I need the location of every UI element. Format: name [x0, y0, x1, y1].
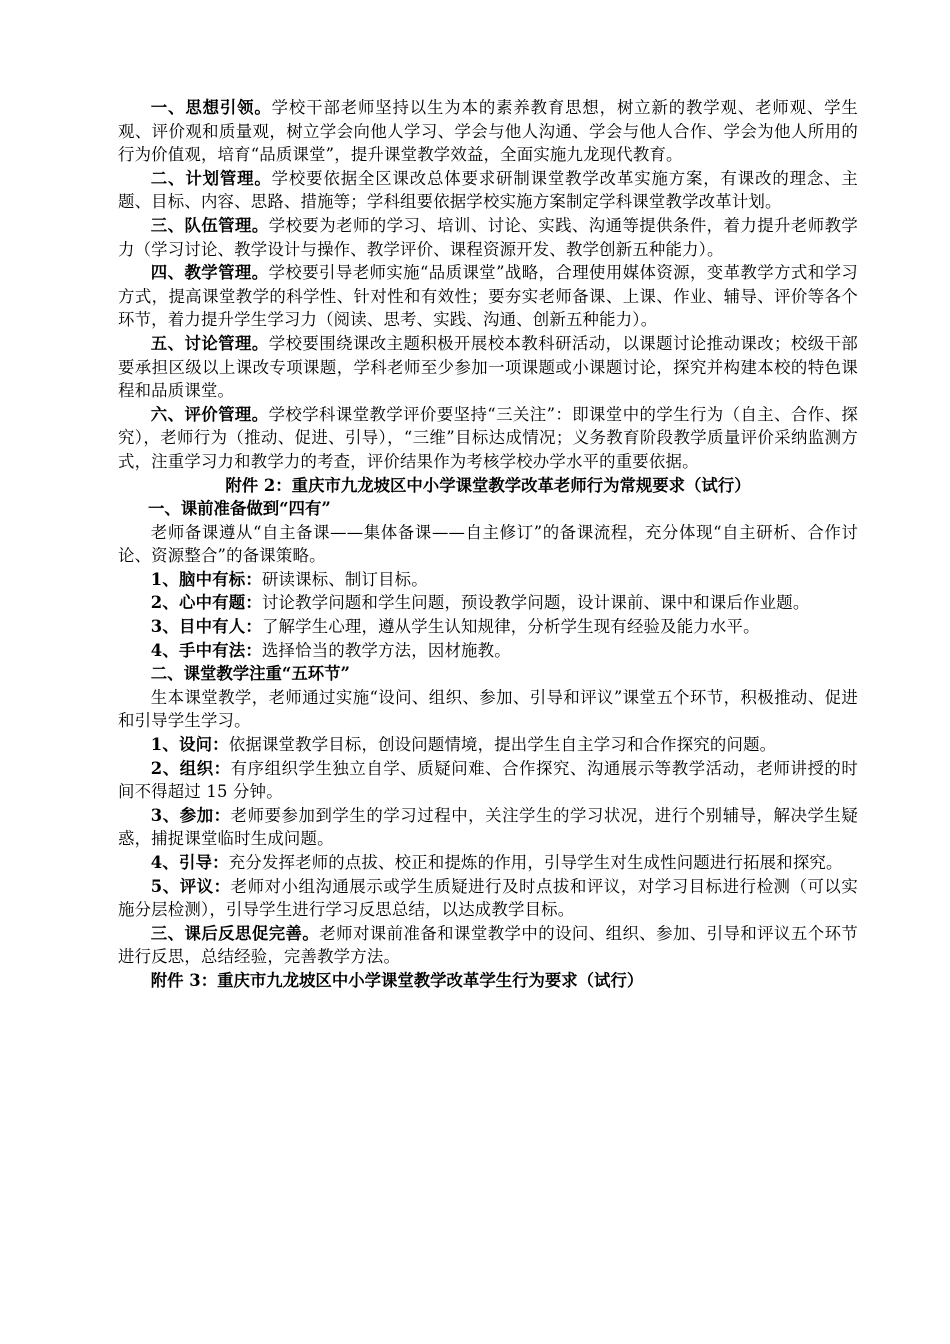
part-2-item-3	[118, 804, 858, 851]
section-1	[118, 96, 858, 167]
part-3-heading: 三、课后反思促完善。	[150, 923, 320, 943]
item-body: 老师要参加到学生的学习过程中，关注学生的学习状况，进行个别辅导，解决学生疑惑，捕捉课堂临时生成问题。	[118, 805, 858, 849]
item-heading: 2、组织：	[150, 758, 231, 778]
section-body: 学校要引导老师实施“品质课堂”战略，合理使用媒体资源，变革教学方式和学习方式，提高课堂教学的科学性、针对性和有效性；要夯实老师备课、上课、作业、辅导、评价等各个环节，着力提升学生学习力（阅读、思考、实践、沟通、创新五种能力）。	[118, 263, 858, 330]
item-body: 充分发挥老师的点拔、校正和提炼的作用，引导学生对生成性问题进行拓展和探究。	[228, 853, 843, 872]
item-heading: 3、目中有人：	[150, 617, 262, 637]
item-heading: 4、手中有法：	[150, 640, 262, 660]
section-body: 学校干部老师坚持以生为本的素养教育思想，树立新的教学观、老师观、学生观、评价观和质量观，树立学会向他人学习、学会与他人沟通、学会与他人合作、学会为他人所用的行为价值观，培育“品质课堂”，提升课堂教学效益，全面实施九龙现代教育。	[118, 98, 858, 165]
item-heading: 5、评议：	[150, 876, 231, 896]
item-body: 选择恰当的教学方法，因材施教。	[261, 640, 511, 660]
part-2-item-1	[118, 733, 858, 757]
part-2-intro: 生本课堂教学，老师通过实施“设问、组织、参加、引导和评议”课堂五个环节，积极推动、促进和引导学生学习。	[118, 687, 858, 731]
section-heading: 二、计划管理。	[150, 168, 272, 188]
item-body: 了解学生心理，遵从学生认知规律，分析学生现有经验及能力水平。	[261, 617, 760, 637]
item-body: 讨论教学问题和学生问题，预设教学问题，设计课前、课中和课后作业题。	[261, 593, 810, 613]
section-heading: 三、队伍管理。	[150, 215, 269, 235]
document-page	[118, 96, 858, 993]
part-2-item-2	[118, 757, 858, 804]
part-2-item-5	[118, 875, 858, 922]
section-3	[118, 214, 858, 261]
part-1-item-3	[118, 615, 858, 639]
section-5	[118, 332, 858, 403]
item-heading: 1、脑中有标：	[150, 569, 262, 589]
item-heading: 1、设问：	[150, 735, 229, 755]
part-3	[118, 922, 858, 969]
part-1-intro: 老师备课遵从“自主备课——集体备课——自主修订”的备课流程，充分体现“自主研析、合作讨论、资源整合”的备课策略。	[118, 522, 858, 566]
part-1-item-2	[118, 591, 858, 615]
part-2-item-4	[118, 851, 858, 875]
item-heading: 2、心中有题：	[150, 593, 262, 613]
item-body: 研读课标、制订目标。	[261, 569, 428, 589]
section-body: 学校要围绕课改主题积极开展校本教科研活动，以课题讨论推动课改；校级干部要承担区级以上课改专项课题，学科老师至少参加一项课题或小课题讨论，探究并构建本校的特色课程和品质课堂。	[118, 333, 859, 401]
part-1-item-4	[118, 639, 858, 663]
part-2-title: 二、课堂教学注重“五环节”	[150, 664, 350, 684]
section-body: 学校学科课堂教学评价要坚持“三关注”：即课堂中的学生行为（自主、合作、探究），老师行为（推动、促进、引导），“三维”目标达成情况；义务教育阶段教学质量评价采纳监测方式，注重学习力和教学力的考查，评价结果作为考核学校办学水平的重要依据。	[118, 404, 858, 471]
section-6	[118, 403, 858, 474]
item-body: 老师对小组沟通展示或学生质疑进行及时点拔和评议，对学习目标进行检测（可以实施分层检测），引导学生进行学习反思总结，以达成教学目标。	[118, 876, 858, 920]
part-1-title: 一、课前准备做到“四有”	[148, 499, 331, 519]
section-heading: 五、讨论管理。	[150, 333, 269, 353]
section-body: 学校要为老师的学习、培训、讨论、实践、沟通等提供条件，着力提升老师教学力（学习讨论、教学设计与操作、教学评价、课程资源开发、教学创新五种能力）。	[118, 215, 859, 259]
section-heading: 一、思想引领。	[150, 98, 272, 117]
item-heading: 3、参加：	[150, 805, 231, 825]
item-body: 依据课堂教学目标，创设问题情境，提出学生自主学习和合作探究的问题。	[228, 735, 777, 755]
section-body: 学校要依据全区课改总体要求研制课堂教学改革实施方案，有课改的理念、主题、目标、内容、思路、措施等；学科组要依据学校实施方案制定学科课堂教学改革计划。	[118, 168, 858, 212]
item-heading: 4、引导：	[150, 853, 229, 872]
section-heading: 六、评价管理。	[150, 404, 269, 424]
part-1-item-1	[118, 568, 858, 592]
section-4	[118, 261, 858, 332]
item-body: 有序组织学生独立自学、质疑问难、合作探究、沟通展示等教学活动，老师讲授的时间不得超过 15 分钟。	[118, 758, 858, 802]
section-heading: 四、教学管理。	[150, 263, 269, 283]
part-3-body: 老师对课前准备和课堂教学中的设问、组织、参加、引导和评议五个环节进行反思，总结经验，完善教学方法。	[118, 923, 859, 967]
annex-3-title: 附件 3：重庆市九龙坡区中小学课堂教学改革学生行为要求（试行）	[150, 970, 644, 990]
annex-2-title: 附件 2：重庆市九龙坡区中小学课堂教学改革老师行为常规要求（试行）	[225, 475, 751, 495]
section-2	[118, 167, 858, 214]
